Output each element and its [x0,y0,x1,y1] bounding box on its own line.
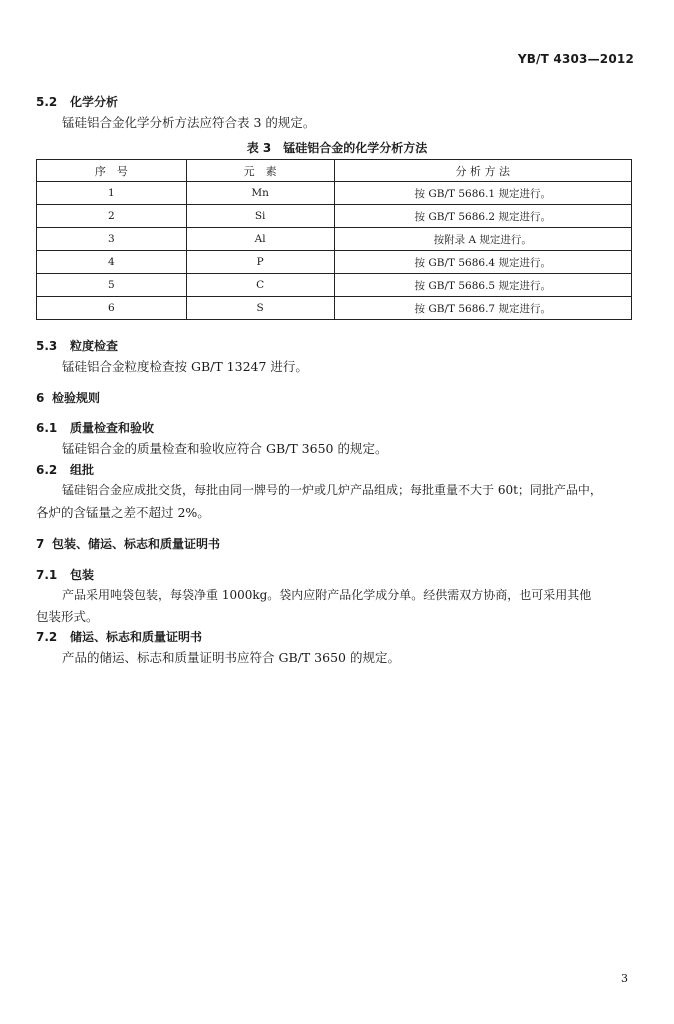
table-row [37,182,632,205]
section-number: 6.1 [36,421,58,435]
section-7-1-body-line1: 产品采用吨袋包装，每袋净重 1000kg。袋内应附产品化学成分单。经供需双方协商，也可采用其他 [62,588,592,602]
section-7-1-body-line2: 包装形式。 [36,609,99,624]
cell-seq: 5 [37,274,187,297]
cell-method: 按 GB/T 5686.4 规定进行。 [334,251,632,274]
section-7-2-heading [36,628,202,645]
table-row [37,228,632,251]
section-5-3-body: 锰硅铝合金粒度检查按 GB/T 13247 进行。 [62,359,308,374]
section-number: 7.2 [36,630,58,644]
section-number: 7 [36,537,45,551]
section-title: 包装、储运、标志和质量证明书 [52,537,221,551]
cell-method: 按 GB/T 5686.2 规定进行。 [334,205,632,228]
cell-element: P [186,251,334,274]
cell-seq: 2 [37,205,187,228]
section-title: 检验规则 [52,391,101,405]
cell-method: 按附录 A 规定进行。 [334,228,632,251]
table-row [37,297,632,320]
table-header-row [37,160,632,182]
cell-element: Si [186,205,334,228]
section-title: 质量检查和验收 [70,421,155,435]
section-5-3-heading [36,337,118,354]
standard-number: YB/T 4303—2012 [517,52,634,66]
header-method: 分 析 方 法 [334,160,632,182]
header-seq: 序 号 [37,160,187,182]
cell-method: 按 GB/T 5686.1 规定进行。 [334,182,632,205]
cell-element: C [186,274,334,297]
cell-element: Al [186,228,334,251]
table-3-caption: 表 3 锰硅铝合金的化学分析方法 [246,141,428,155]
table-row [37,274,632,297]
section-5-2-heading [36,93,118,110]
section-7-2-body: 产品的储运、标志和质量证明书应符合 GB/T 3650 的规定。 [62,650,400,665]
cell-seq: 4 [37,251,187,274]
section-title: 粒度检查 [70,339,119,353]
section-7-heading [36,535,220,552]
section-number: 5.2 [36,95,58,109]
table-row [37,251,632,274]
cell-element: Mn [186,182,334,205]
cell-method: 按 GB/T 5686.7 规定进行。 [334,297,632,320]
section-5-2-body: 锰硅铝合金化学分析方法应符合表 3 的规定。 [62,115,316,130]
cell-method: 按 GB/T 5686.5 规定进行。 [334,274,632,297]
cell-seq: 6 [37,297,187,320]
section-title: 储运、标志和质量证明书 [70,630,203,644]
cell-seq: 1 [37,182,187,205]
section-7-1-heading [36,566,94,583]
section-6-2-heading [36,461,94,478]
section-6-heading [36,389,100,406]
section-6-1-body: 锰硅铝合金的质量检查和验收应符合 GB/T 3650 的规定。 [62,441,388,456]
section-title: 组批 [70,463,95,477]
cell-seq: 3 [37,228,187,251]
section-6-2-body-line2: 各炉的含锰量之差不超过 2%。 [36,505,210,520]
header-element: 元 素 [186,160,334,182]
section-6-1-heading [36,419,154,436]
section-title: 包装 [70,568,95,582]
table-row [37,205,632,228]
section-number: 6 [36,391,45,405]
cell-element: S [186,297,334,320]
section-title: 化学分析 [70,95,119,109]
section-number: 5.3 [36,339,58,353]
section-6-2-body-line1: 锰硅铝合金应成批交货，每批由同一牌号的一炉或几炉产品组成；每批重量不大于 60t；同批产品中， [62,483,602,497]
section-number: 6.2 [36,463,58,477]
table-3 [36,159,632,320]
page-number: 3 [621,972,628,985]
section-number: 7.1 [36,568,58,582]
